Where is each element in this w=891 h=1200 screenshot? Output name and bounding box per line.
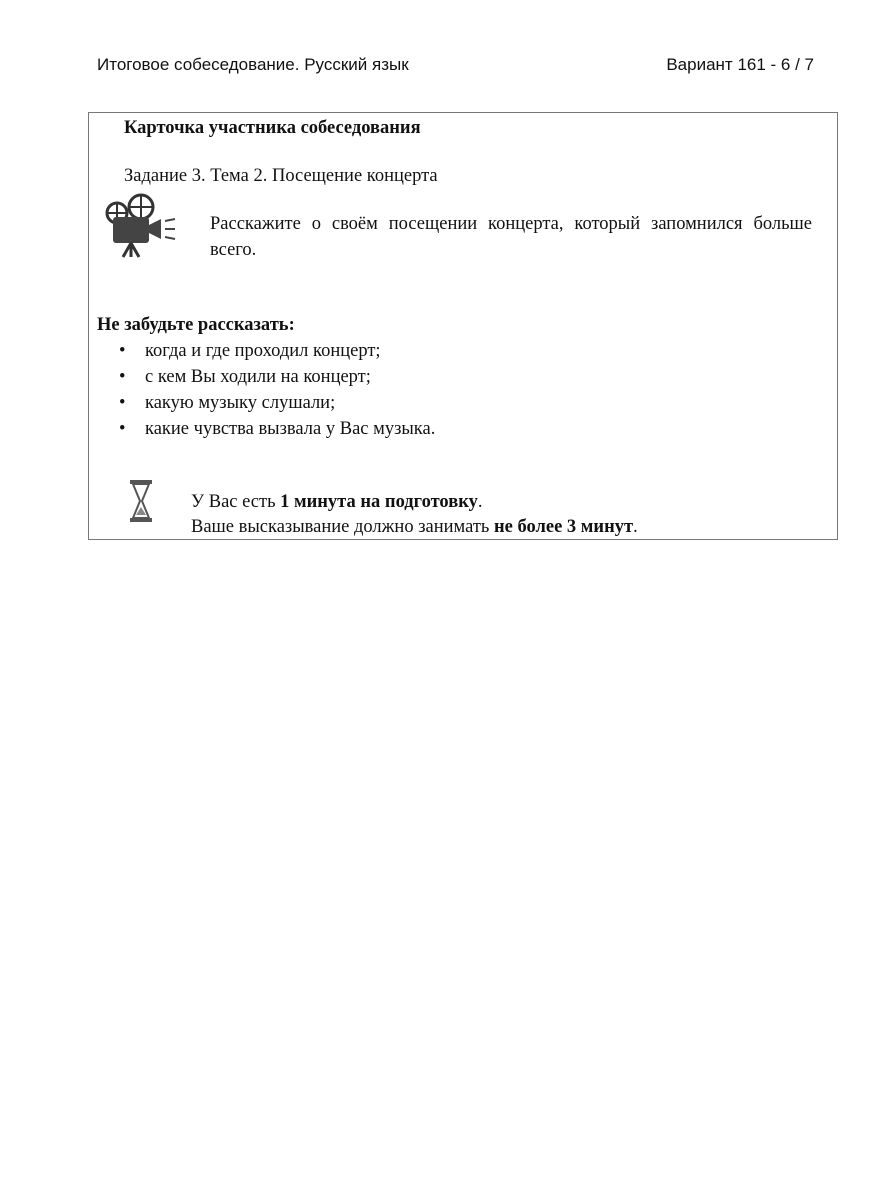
answer-time: не более 3 минут (494, 517, 634, 537)
task-prompt: Расскажите о своём посещении концерта, который запомнился больше всего. (210, 214, 812, 260)
prep-time-note (191, 489, 482, 515)
hourglass-icon (129, 479, 153, 523)
header-subject: Итоговое собеседование. Русский язык (97, 55, 409, 74)
prep-time: 1 минута на подготовку (280, 492, 478, 512)
header-variant: Вариант 161 - 6 / 7 (666, 55, 814, 74)
participant-card (88, 112, 838, 540)
list-item: • какие чувства вызвала у Вас музыка. (119, 416, 435, 442)
list-item: • когда и где проходил концерт; (119, 338, 435, 364)
film-projector-icon (103, 193, 185, 259)
prep-text: У Вас есть (191, 492, 281, 512)
answer-text: Ваше высказывание должно занимать (191, 517, 494, 537)
card-title: Карточка участника собеседования (124, 118, 421, 138)
remember-list (119, 338, 435, 442)
answer-time-note (191, 514, 638, 540)
remember-heading: Не забудьте рассказать: (97, 315, 295, 335)
list-item: • какую музыку слушали; (119, 390, 435, 416)
prep-suffix: . (477, 492, 483, 512)
list-item: • с кем Вы ходили на концерт; (119, 364, 435, 390)
answer-suffix: . (633, 517, 638, 537)
task-title: Задание 3. Тема 2. Посещение концерта (124, 166, 438, 186)
